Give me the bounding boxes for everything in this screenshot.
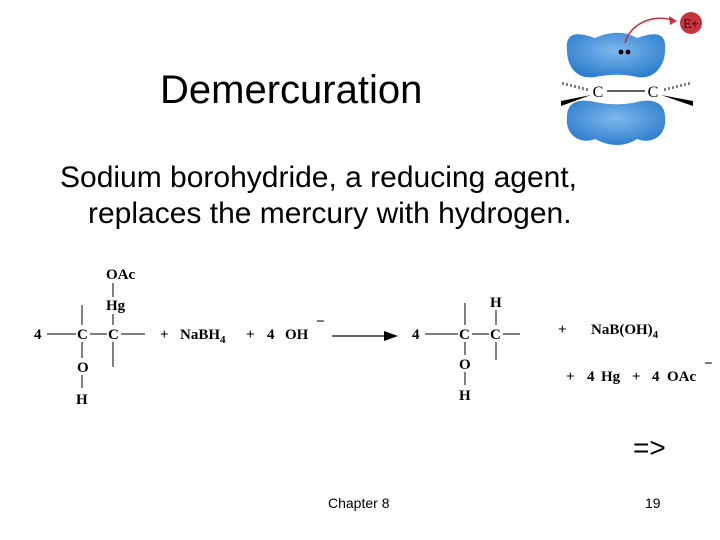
subtitle-line-2: replaces the mercury with hydrogen. [88, 197, 572, 230]
carbon-2: C [108, 327, 119, 343]
carbon-1: C [77, 327, 88, 343]
hydroxide-charge: − [316, 314, 325, 330]
plus-sign: + [160, 327, 169, 343]
acetate-charge: − [704, 356, 713, 372]
page-number: 19 [645, 495, 661, 511]
slide-title: Demercuration [160, 68, 423, 112]
plus-sign: + [246, 327, 255, 343]
coefficient-acetate: 4 [652, 369, 660, 385]
plus-sign: + [566, 369, 575, 385]
pi-bond-illustration [555, 5, 715, 155]
hydrogen-reactant: H [76, 392, 88, 408]
pi-orbital-bottom-lobe [567, 101, 665, 145]
coefficient-reactant: 4 [34, 327, 42, 343]
electron-dot [619, 50, 624, 55]
hydrogen-product-top: H [490, 295, 502, 311]
reaction-arrowhead-icon [384, 331, 398, 341]
hashed-bond-left [563, 82, 587, 91]
slide-footer: Chapter 8 [328, 495, 390, 511]
mercury-product: Hg [601, 369, 621, 385]
carbon-4: C [490, 327, 501, 343]
acetate-product: OAc [667, 369, 697, 385]
coefficient-mercury: 4 [587, 369, 595, 385]
electron-dot [626, 50, 631, 55]
next-slide-link[interactable]: => [633, 432, 666, 463]
oac-group: OAc [106, 267, 136, 283]
sodium-borate: $NaB(OH)_4$ [591, 322, 659, 341]
carbon-left-label: C [592, 84, 604, 101]
coefficient-hydroxide: 4 [267, 327, 275, 343]
coefficient-product: 4 [412, 327, 420, 343]
arrowhead-icon [669, 16, 677, 25]
subtitle-line-1: Sodium borohydride, a reducing agent, [60, 161, 578, 194]
slide-subtitle [60, 160, 660, 232]
plus-sign: + [558, 322, 567, 338]
carbon-right-label: C [647, 84, 659, 101]
hashed-bond-right [665, 82, 689, 91]
hydrogen-product-bottom: H [459, 388, 471, 404]
sodium-borohydride: NaBH$_4$ [180, 327, 226, 346]
oxygen-product: O [459, 357, 471, 373]
mercury-group: Hg [106, 298, 126, 314]
hydroxide: OH [285, 327, 309, 343]
plus-sign: + [632, 369, 641, 385]
electrophile-label: E+ [683, 16, 699, 31]
pi-orbital-top-lobe [567, 33, 665, 78]
reaction-equation [0, 255, 720, 415]
oxygen-reactant: O [77, 360, 89, 376]
carbon-3: C [459, 327, 470, 343]
wedge-bond-right [661, 95, 693, 106]
